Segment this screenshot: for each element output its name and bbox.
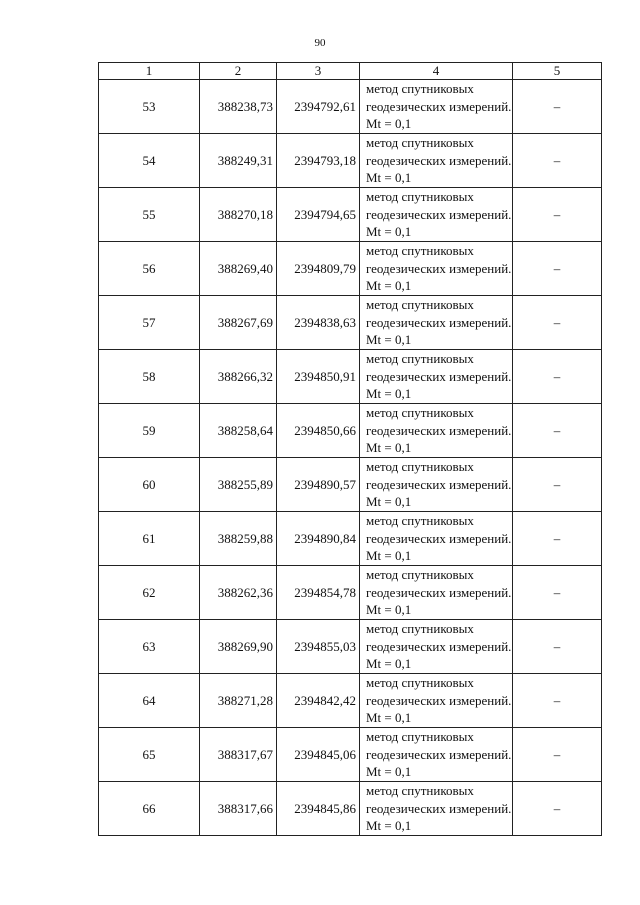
point-number-cell: 63: [99, 620, 200, 674]
table-header-row: [99, 63, 602, 80]
note-cell: –: [513, 566, 602, 620]
note-cell: –: [513, 620, 602, 674]
point-number-cell: 64: [99, 674, 200, 728]
note-cell: –: [513, 188, 602, 242]
note-cell: –: [513, 242, 602, 296]
method-cell: метод спутниковых геодезических измерений. Mt = 0,1: [360, 134, 513, 188]
note-cell: –: [513, 458, 602, 512]
y-coordinate-cell: 2394850,91: [277, 350, 360, 404]
point-number-cell: 53: [99, 80, 200, 134]
y-coordinate-cell: 2394845,06: [277, 728, 360, 782]
note-cell: –: [513, 728, 602, 782]
point-number-cell: 62: [99, 566, 200, 620]
note-cell: –: [513, 350, 602, 404]
y-coordinate-cell: 2394838,63: [277, 296, 360, 350]
y-coordinate-cell: 2394792,61: [277, 80, 360, 134]
table-row: [99, 782, 602, 836]
note-cell: –: [513, 80, 602, 134]
y-coordinate-cell: 2394855,03: [277, 620, 360, 674]
method-cell: метод спутниковых геодезических измерений. Mt = 0,1: [360, 350, 513, 404]
point-number-cell: 59: [99, 404, 200, 458]
page-number: 90: [314, 37, 326, 49]
table-row: [99, 80, 602, 134]
table-row: [99, 296, 602, 350]
method-cell: метод спутниковых геодезических измерений. Mt = 0,1: [360, 188, 513, 242]
x-coordinate-cell: 388269,90: [200, 620, 277, 674]
note-cell: –: [513, 782, 602, 836]
x-coordinate-cell: 388259,88: [200, 512, 277, 566]
column-header-5: 5: [513, 63, 602, 80]
method-cell: метод спутниковых геодезических измерений. Mt = 0,1: [360, 296, 513, 350]
table-row: [99, 242, 602, 296]
table-row: [99, 620, 602, 674]
method-cell: метод спутниковых геодезических измерений. Mt = 0,1: [360, 404, 513, 458]
x-coordinate-cell: 388249,31: [200, 134, 277, 188]
point-number-cell: 65: [99, 728, 200, 782]
x-coordinate-cell: 388317,66: [200, 782, 277, 836]
method-cell: метод спутниковых геодезических измерений. Mt = 0,1: [360, 674, 513, 728]
y-coordinate-cell: 2394890,57: [277, 458, 360, 512]
coordinates-table: [98, 62, 602, 836]
method-cell: метод спутниковых геодезических измерений. Mt = 0,1: [360, 782, 513, 836]
x-coordinate-cell: 388270,18: [200, 188, 277, 242]
x-coordinate-cell: 388255,89: [200, 458, 277, 512]
y-coordinate-cell: 2394854,78: [277, 566, 360, 620]
point-number-cell: 61: [99, 512, 200, 566]
point-number-cell: 57: [99, 296, 200, 350]
point-number-cell: 58: [99, 350, 200, 404]
x-coordinate-cell: 388269,40: [200, 242, 277, 296]
method-cell: метод спутниковых геодезических измерений. Mt = 0,1: [360, 512, 513, 566]
method-cell: метод спутниковых геодезических измерений. Mt = 0,1: [360, 458, 513, 512]
note-cell: –: [513, 134, 602, 188]
x-coordinate-cell: 388271,28: [200, 674, 277, 728]
column-header-2: 2: [200, 63, 277, 80]
note-cell: –: [513, 512, 602, 566]
table-row: [99, 566, 602, 620]
x-coordinate-cell: 388267,69: [200, 296, 277, 350]
note-cell: –: [513, 404, 602, 458]
method-cell: метод спутниковых геодезических измерений. Mt = 0,1: [360, 620, 513, 674]
point-number-cell: 60: [99, 458, 200, 512]
table-row: [99, 728, 602, 782]
table-row: [99, 458, 602, 512]
y-coordinate-cell: 2394890,84: [277, 512, 360, 566]
x-coordinate-cell: 388238,73: [200, 80, 277, 134]
y-coordinate-cell: 2394793,18: [277, 134, 360, 188]
note-cell: –: [513, 296, 602, 350]
column-header-1: 1: [99, 63, 200, 80]
y-coordinate-cell: 2394842,42: [277, 674, 360, 728]
method-cell: метод спутниковых геодезических измерений. Mt = 0,1: [360, 728, 513, 782]
table-row: [99, 350, 602, 404]
y-coordinate-cell: 2394845,86: [277, 782, 360, 836]
x-coordinate-cell: 388266,32: [200, 350, 277, 404]
table-row: [99, 674, 602, 728]
x-coordinate-cell: 388258,64: [200, 404, 277, 458]
table-row: [99, 134, 602, 188]
method-cell: метод спутниковых геодезических измерений. Mt = 0,1: [360, 566, 513, 620]
point-number-cell: 55: [99, 188, 200, 242]
column-header-4: 4: [360, 63, 513, 80]
x-coordinate-cell: 388262,36: [200, 566, 277, 620]
point-number-cell: 56: [99, 242, 200, 296]
x-coordinate-cell: 388317,67: [200, 728, 277, 782]
y-coordinate-cell: 2394809,79: [277, 242, 360, 296]
y-coordinate-cell: 2394794,65: [277, 188, 360, 242]
column-header-3: 3: [277, 63, 360, 80]
y-coordinate-cell: 2394850,66: [277, 404, 360, 458]
method-cell: метод спутниковых геодезических измерений. Mt = 0,1: [360, 80, 513, 134]
table-row: [99, 512, 602, 566]
note-cell: –: [513, 674, 602, 728]
point-number-cell: 66: [99, 782, 200, 836]
table-row: [99, 188, 602, 242]
method-cell: метод спутниковых геодезических измерений. Mt = 0,1: [360, 242, 513, 296]
table-row: [99, 404, 602, 458]
point-number-cell: 54: [99, 134, 200, 188]
